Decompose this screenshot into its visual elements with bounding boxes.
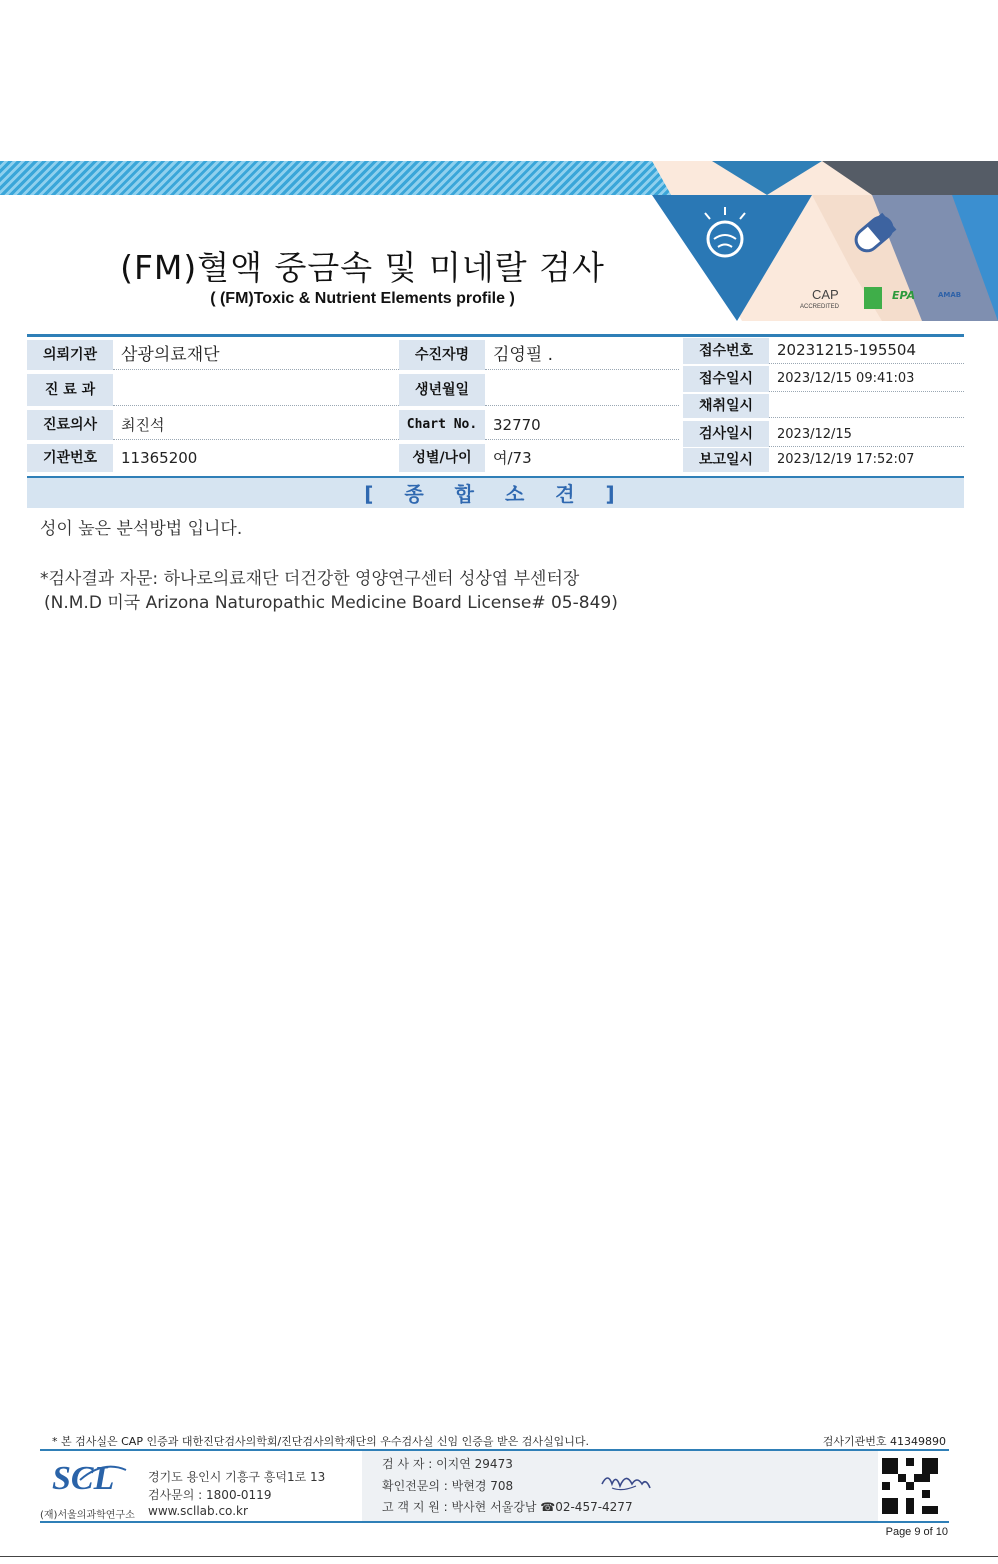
page-title: (FM)혈액 중금속 및 미네랄 검사 xyxy=(120,248,605,287)
qr-code-icon[interactable] xyxy=(882,1458,938,1514)
collect-value xyxy=(769,394,964,418)
scl-swoosh-icon xyxy=(78,1462,128,1482)
inquiry-phone: 검사문의 : 1800-0119 xyxy=(148,1488,272,1502)
org-name: (재)서울의과학연구소 xyxy=(40,1510,135,1521)
patient-label: 수진자명 xyxy=(399,340,485,370)
recdate-label: 접수일시 xyxy=(683,366,769,392)
support-info: 고 객 지 원 : 박사현 서울강남 ☎02-457-4277 xyxy=(382,1500,633,1514)
orgno-label: 기관번호 xyxy=(27,444,113,472)
tester-info: 검 사 자 : 이지연 29473 xyxy=(382,1457,513,1471)
patient-value: 김영필 . xyxy=(485,340,679,370)
lm-logo-icon xyxy=(864,287,882,309)
birth-value xyxy=(485,374,679,406)
org-label: 의뢰기관 xyxy=(27,340,113,370)
birth-label: 생년월일 xyxy=(399,374,485,406)
amab-logo: AMAB xyxy=(938,291,962,299)
recno-label: 접수번호 xyxy=(683,338,769,364)
testdate-label: 검사일시 xyxy=(683,421,769,447)
collect-label: 채취일시 xyxy=(683,394,769,418)
dept-value xyxy=(113,374,399,406)
table-top-rule xyxy=(27,334,964,337)
recdate-value: 2023/12/15 09:41:03 xyxy=(769,366,964,392)
summary-line-2: *검사결과 자문: 하나로의료재단 더건강한 영양연구센터 성상엽 부센터장 xyxy=(40,569,580,589)
scl-logo: SCL xyxy=(52,1460,115,1497)
page-subtitle: ( (FM)Toxic & Nutrient Elements profile ) xyxy=(210,290,515,307)
org-value: 삼광의료재단 xyxy=(113,340,399,370)
website-link[interactable]: www.scllab.co.kr xyxy=(148,1504,248,1518)
institution-number: 검사기관번호 41349890 xyxy=(822,1435,946,1448)
testdate-value: 2023/12/15 xyxy=(769,421,964,447)
svg-text:ACCREDITED: ACCREDITED xyxy=(800,304,840,310)
footer-bottom-rule xyxy=(40,1521,949,1523)
dept-label: 진 료 과 xyxy=(27,374,113,406)
header-stripe-band xyxy=(0,161,672,195)
sexage-value: 여/73 xyxy=(493,449,532,467)
sexage-label: 성별/나이 xyxy=(399,444,485,472)
certification-note: * 본 검사실은 CAP 인증과 대한진단검사의학회/진단검사의학재단의 우수검사실 신임 인증을 받은 검사실입니다. xyxy=(52,1435,590,1448)
chart-value: 32770 xyxy=(485,410,679,440)
page-bottom-rule xyxy=(0,1556,998,1557)
chart-label: Chart No. xyxy=(399,410,485,440)
address: 경기도 용인시 기흥구 흥덕1로 13 xyxy=(148,1470,326,1484)
doctor-label: 진료의사 xyxy=(27,410,113,440)
confirm-doctor-info: 확인전문의 : 박현경 708 xyxy=(382,1479,514,1493)
report-label: 보고일시 xyxy=(683,448,769,472)
page-number: Page 9 of 10 xyxy=(885,1526,948,1538)
doctor-signature xyxy=(598,1468,654,1494)
summary-heading: [ 종 합 소 견 ] xyxy=(27,476,964,508)
report-value: 2023/12/19 17:52:07 xyxy=(777,452,915,467)
cap-logo: CAP xyxy=(812,287,839,302)
epa-logo: EPA xyxy=(892,289,916,302)
orgno-value: 11365200 xyxy=(121,449,198,467)
summary-line-1: 성이 높은 분석방법 입니다. xyxy=(40,519,243,539)
recno-value: 20231215-195504 xyxy=(769,338,964,364)
doctor-value: 최진석 xyxy=(113,410,399,440)
summary-line-3: (N.M.D 미국 Arizona Naturopathic Medicine Board License# 05-849) xyxy=(44,593,618,613)
